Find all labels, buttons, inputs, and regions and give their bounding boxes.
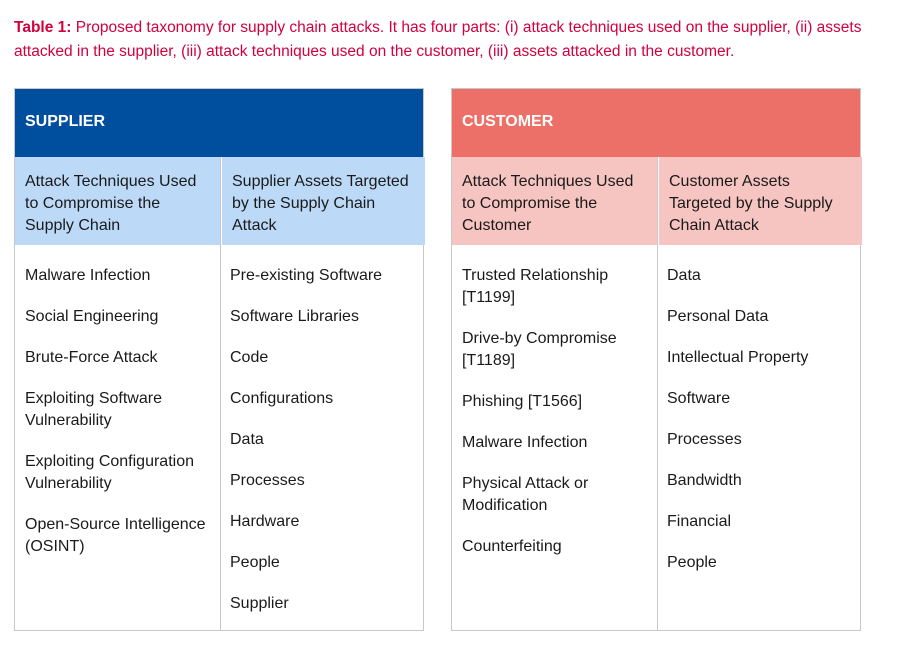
list-item: Brute-Force Attack: [25, 349, 158, 366]
caption-label: Table 1:: [14, 19, 72, 36]
list-item: Processes: [230, 472, 305, 489]
supplier-assets-list: [230, 265, 415, 634]
list-item: Hardware: [230, 513, 300, 530]
supplier-title: SUPPLIER: [15, 89, 423, 157]
table-caption: [14, 16, 884, 64]
list-item: Data: [230, 431, 264, 448]
list-item: Configurations: [230, 390, 334, 407]
list-item: Trusted Relationship [T1199]: [462, 267, 609, 306]
list-item: Financial: [667, 513, 732, 530]
list-item: Intellectual Property: [667, 349, 809, 366]
list-item: Malware Infection: [25, 267, 151, 284]
customer-assets-header: Customer Assets Targeted by the Supply Chain Attack: [658, 157, 862, 245]
customer-title: CUSTOMER: [452, 89, 860, 157]
list-item: People: [667, 554, 717, 571]
list-item: Supplier: [230, 595, 289, 612]
list-item: Pre-existing Software: [230, 267, 383, 284]
supplier-attack-techniques-list: [25, 265, 210, 577]
list-item: Code: [230, 349, 269, 366]
list-item: Malware Infection: [462, 434, 588, 451]
list-item: Physical Attack or Modification: [462, 475, 589, 514]
customer-attack-techniques-list: [462, 265, 647, 577]
list-item: Drive-by Compromise [T1189]: [462, 330, 617, 369]
list-item: Software Libraries: [230, 308, 359, 325]
list-item: Open-Source Intelligence (OSINT): [25, 516, 206, 555]
list-item: Bandwidth: [667, 472, 742, 489]
list-item: Counterfeiting: [462, 538, 562, 555]
list-item: Phishing [T1566]: [462, 393, 583, 410]
list-item: Exploiting Software Vulnerability: [25, 390, 162, 429]
list-item: Processes: [667, 431, 742, 448]
column-divider: [220, 157, 221, 630]
list-item: People: [230, 554, 280, 571]
list-item: Social Engineering: [25, 308, 159, 325]
supplier-attack-techniques-header: Attack Techniques Used to Compromise the Supply Chain: [15, 157, 220, 245]
list-item: Personal Data: [667, 308, 769, 325]
column-divider: [657, 157, 658, 630]
list-item: Software: [667, 390, 731, 407]
customer-table: [451, 88, 861, 631]
customer-attack-techniques-header: Attack Techniques Used to Compromise the Customer: [452, 157, 657, 245]
customer-assets-list: [667, 265, 852, 593]
list-item: Exploiting Configuration Vulnerability: [25, 453, 194, 492]
list-item: Data: [667, 267, 701, 284]
caption-text: Proposed taxonomy for supply chain attacks. It has four parts: (i) attack techniques used on the supplier, (ii) assets attacked in the supplier, (iii) attack techniques used on the customer, (iii) assets attacked in the customer.: [14, 19, 862, 60]
supplier-assets-header: Supplier Assets Targeted by the Supply Chain Attack: [221, 157, 425, 245]
supplier-table: [14, 88, 424, 631]
